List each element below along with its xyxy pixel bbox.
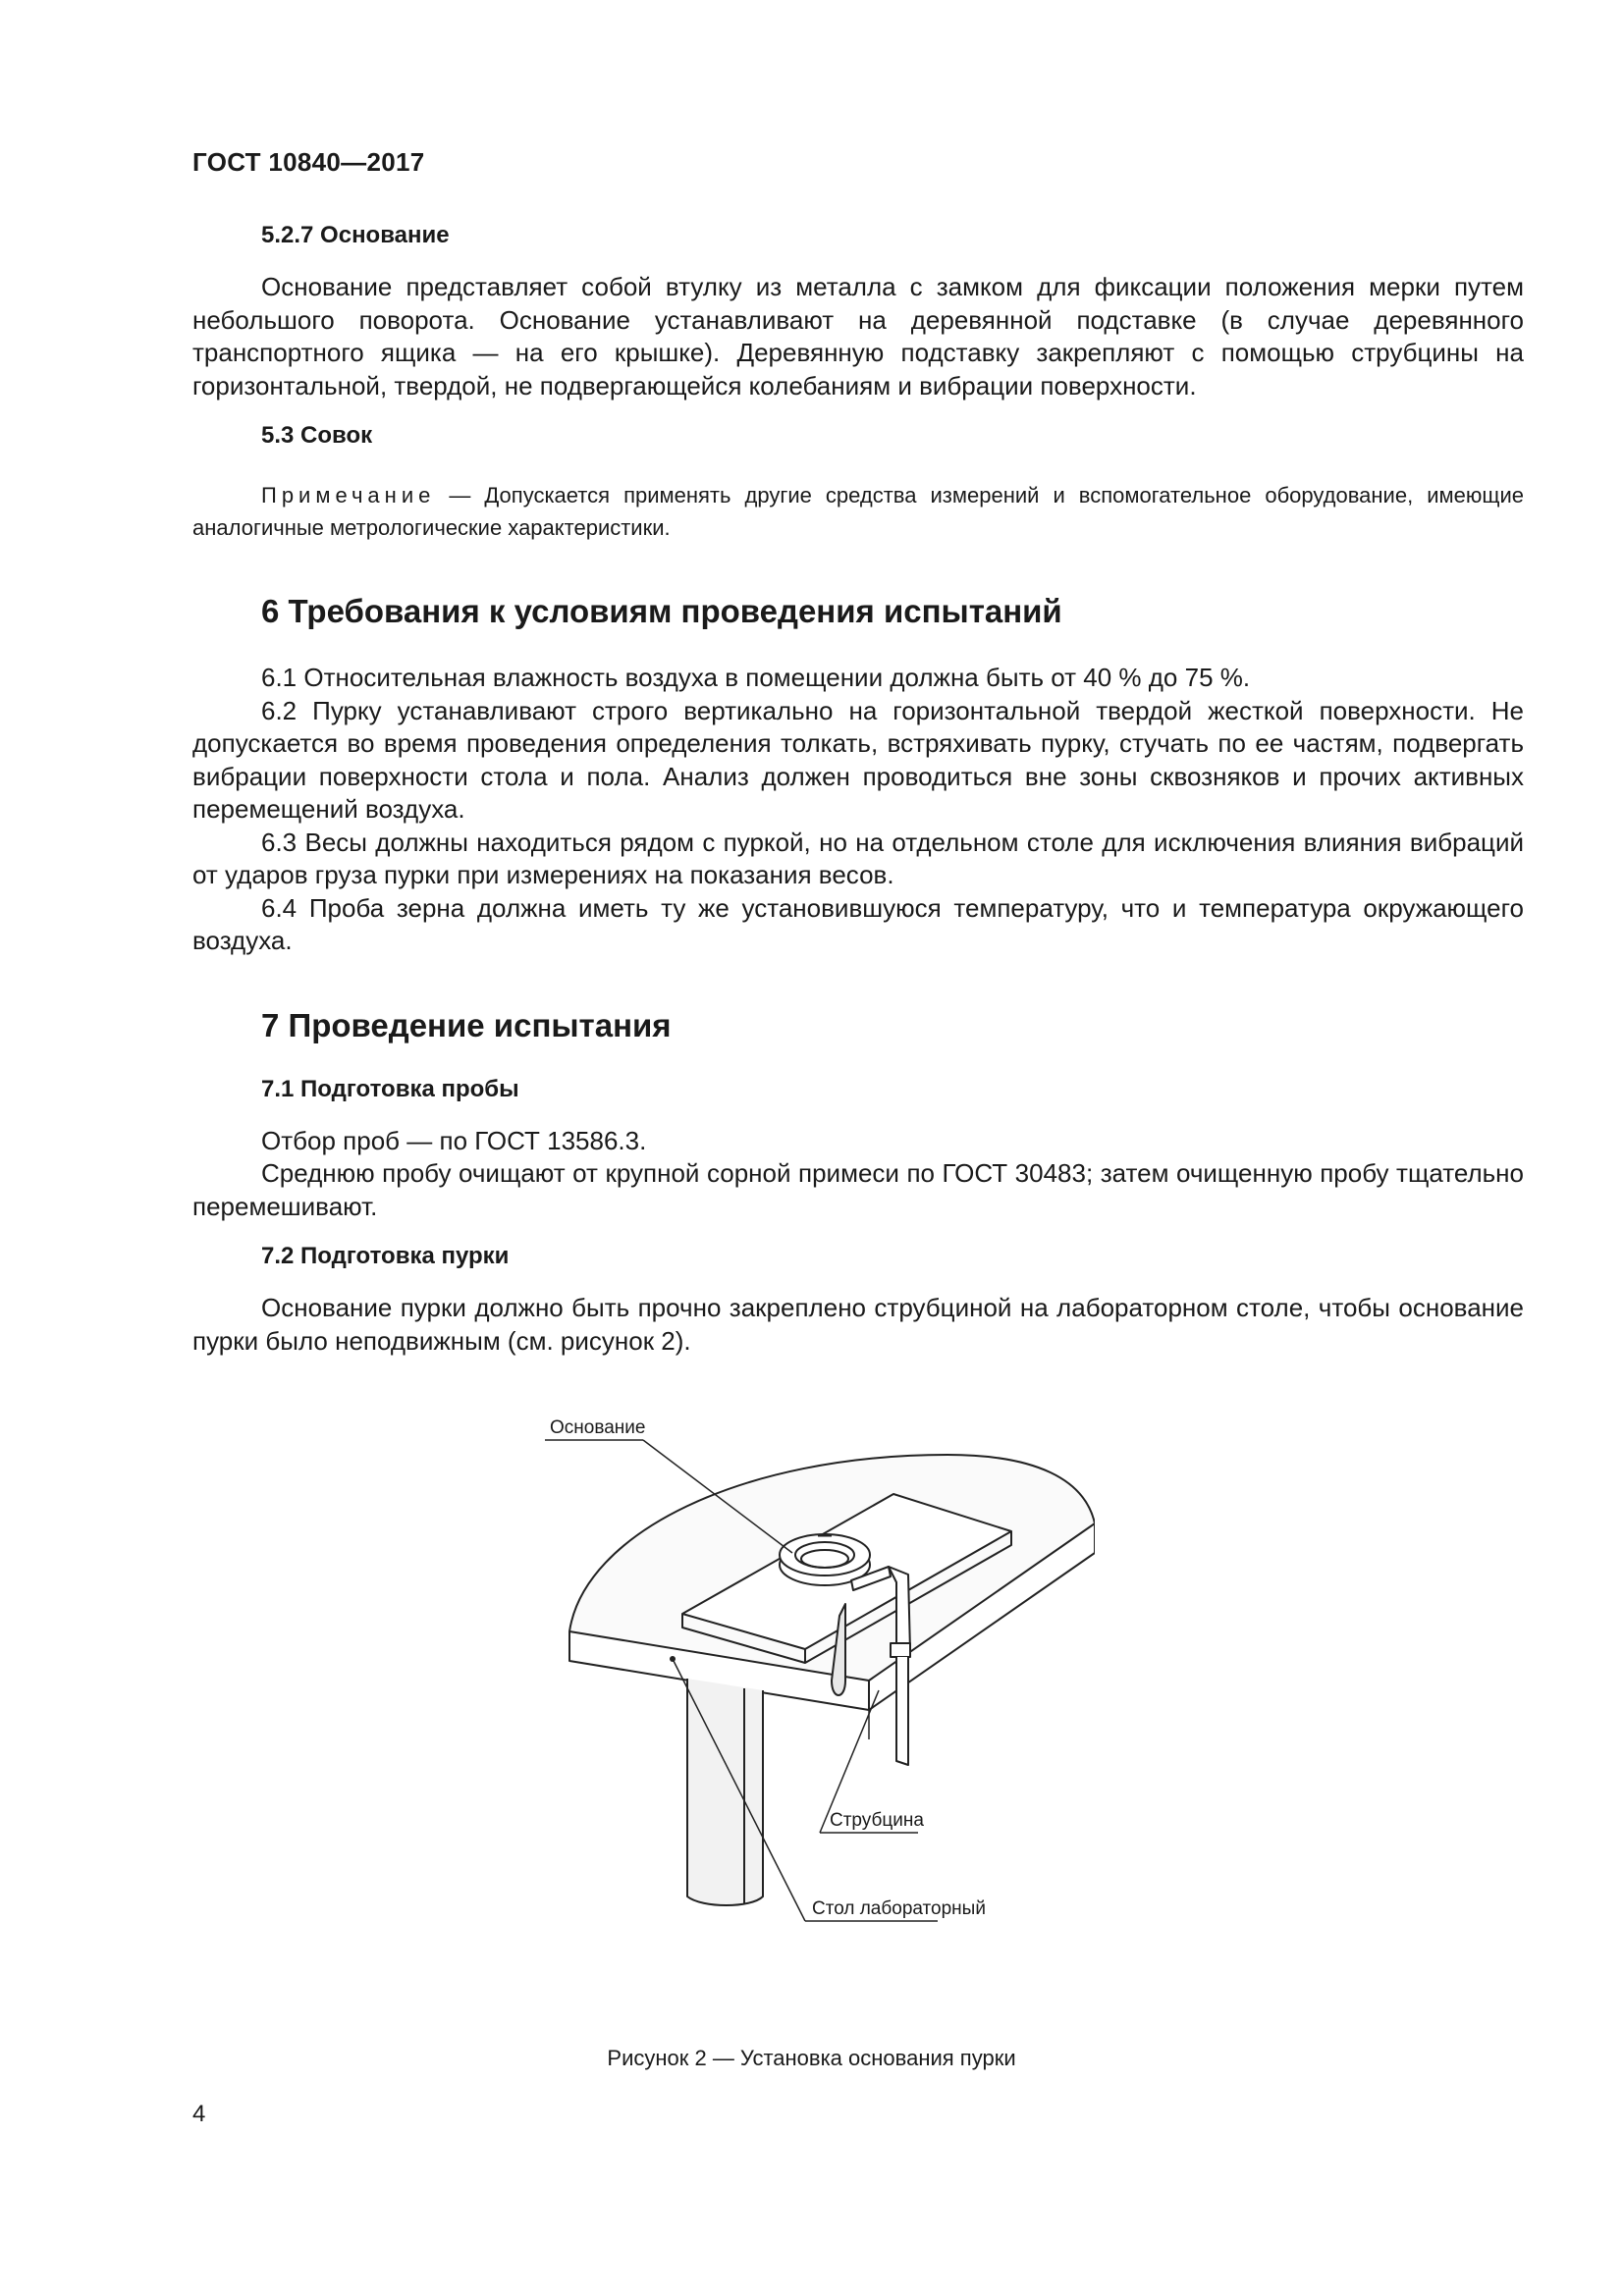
section-6-title: 6 Требования к условиям проведения испытаний [261, 593, 1062, 629]
section-5-2-7-title: 5.2.7 Основание [261, 222, 450, 248]
figure-2-drawing [545, 1386, 1095, 2034]
section-5-2-7-text: Основание представляет собой втулку из металла с замком для фиксации положения мерки путем небольшого поворота. Основание устанавливают на деревянной подставке (в случае деревянного транспортного ящика — на его крышке). Деревянную подставку закрепляют с помощью струбцины на горизонтальной, твердой, не подвергающейся колебаниям и вибрации поверхности. [192, 272, 1524, 400]
document-header: ГОСТ 10840—2017 [192, 147, 425, 177]
note [192, 479, 1524, 544]
section-5-3-title: 5.3 Совок [261, 422, 373, 449]
note-label: Примечание [261, 483, 436, 507]
section-7-2-p1: Основание пурки должно быть прочно закреплено струбциной на лабораторном столе, чтобы основание пурки было неподвижным (см. рисунок 2). [192, 1293, 1524, 1356]
section-6-4: 6.4 Проба зерна должна иметь ту же установившуюся температуру, что и температура окружающего воздуха. [192, 892, 1524, 955]
figure-caption: Рисунок 2 — Установка основания пурки [607, 2046, 1016, 2070]
section-6-2: 6.2 Пурку устанавливают строго вертикально на горизонтальной твердой жесткой поверхности. Не допускается во время проведения определения толкать, встряхивать пурку, стучать по ее частям, подвергать вибрации поверхности стола и пола. Анализ должен проводиться вне зоны сквозняков и прочих активных перемещений воздуха. [192, 695, 1524, 824]
label-base: Основание [550, 1417, 646, 1438]
section-7-title: 7 Проведение испытания [261, 1006, 672, 1043]
label-clamp: Струбцина [830, 1810, 924, 1831]
section-7-1-p2: Среднюю пробу очищают от крупной сорной примеси по ГОСТ 30483; затем очищенную пробу тщательно перемешивают. [192, 1158, 1524, 1221]
section-7-2-title: 7.2 Подготовка пурки [261, 1243, 510, 1269]
section-6-1: 6.1 Относительная влажность воздуха в помещении должна быть от 40 % до 75 %. [261, 663, 1251, 692]
figure-2 [545, 1386, 1095, 2034]
document-body [192, 222, 1524, 1358]
note-text: — Допускается применять другие средства измерений и вспомогательное оборудование, имеющие аналогичные метрологические характеристики. [192, 483, 1524, 540]
page-number: 4 [192, 2101, 206, 2127]
section-6-3: 6.3 Весы должны находиться рядом с пуркой, но на отдельном столе для исключения влияния вибраций от ударов груза пурки при измерениях на показания весов. [192, 827, 1524, 889]
section-7-1-title: 7.1 Подготовка пробы [261, 1075, 519, 1102]
section-7-1-p1: Отбор проб — по ГОСТ 13586.3. [261, 1125, 647, 1155]
label-table: Стол лабораторный [812, 1898, 986, 1919]
